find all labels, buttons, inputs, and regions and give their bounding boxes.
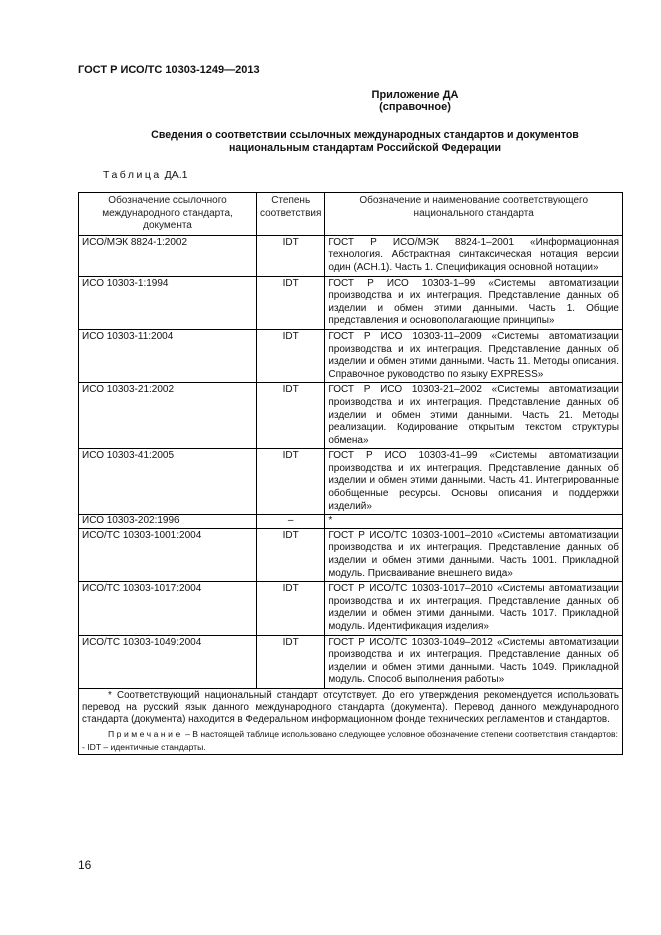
degree-cell: IDT [257,582,325,635]
ref-cell: ИСО 10303-41:2005 [79,449,257,515]
appendix-title: Приложение ДА [371,89,459,101]
correspondence-table [78,192,623,755]
table-row [79,515,623,529]
table-row [79,383,623,449]
national-cell: ГОСТ Р ИСО 10303-11–2009 «Системы автоматизации производства и их интеграция. Представление данных об изделии и обмен этими данными. Часть 11. Методы описания. Справочное руководство по языку EXPRESS» [325,329,623,382]
header-ref: Обозначение ссылочного международного стандарта, документа [79,193,257,236]
ref-cell: ИСО 10303-1:1994 [79,276,257,329]
degree-cell: IDT [257,528,325,581]
table-footer-row [79,688,623,754]
table-footer [79,688,623,754]
table-header-row [79,193,623,236]
footnote-text: * Соответствующий национальный стандарт отсутствует. До его утверждения рекомендуется использовать перевод на русский язык данного международного стандарта (документа). Перевод данного международного стандарта (документа) находится в Федеральном информационном фонде технических регламентов и стандартов. [82,689,619,726]
table-row [79,635,623,688]
table-row [79,582,623,635]
degree-cell: IDT [257,329,325,382]
header-national: Обозначение и наименование соответствующего национального стандарта [325,193,623,236]
national-cell: ГОСТ Р ИСО/ТС 10303-1049–2012 «Системы автоматизации производства и их интеграция. Представление данных об изделии и обмен этими данными. Часть 1049. Прикладной модуль. Способ выполнения работы» [325,635,623,688]
national-cell: ГОСТ Р ИСО/ТС 10303-1001–2010 «Системы автоматизации производства и их интеграция. Представление данных об изделии и обмен этими данными. Часть 1001. Прикладной модуль. Присваивание внешнего вида» [325,528,623,581]
degree-cell: IDT [257,449,325,515]
national-cell: ГОСТ Р ИСО/МЭК 8824-1–2001 «Информационная технология. Абстрактная синтаксическая нотация версии один (АСН.1). Часть 1. Спецификация основной нотации» [325,235,623,276]
national-cell: ГОСТ Р ИСО 10303-41–99 «Системы автоматизации производства и их интеграция. Представление данных об изделии и обмен этими данными. Часть 41. Интегрированные обобщенные ресурсы. Основы описания и поддержки изделий» [325,449,623,515]
document-header: ГОСТ Р ИСО/ТС 10303-1249—2013 [78,64,260,76]
national-cell: ГОСТ Р ИСО 10303-21–2002 «Системы автоматизации производства и их интеграция. Представление данных об изделии и обмен этими данными. Часть 21. Методы реализации. Кодирование открытым текстом структуры обмена» [325,383,623,449]
table-label-word: Таблица [103,169,162,181]
table-row [79,235,623,276]
ref-cell: ИСО/ТС 10303-1017:2004 [79,582,257,635]
page-number: 16 [78,858,92,872]
note-word: Примечание [108,728,183,739]
ref-cell: ИСО 10303-11:2004 [79,329,257,382]
degree-cell: IDT [257,635,325,688]
national-cell: ГОСТ Р ИСО/ТС 10303-1017–2010 «Системы автоматизации производства и их интеграция. Представление данных об изделии и обмен этими данными. Часть 1017. Прикладной модуль. Идентификация изделия» [325,582,623,635]
ref-cell: ИСО 10303-202:1996 [79,515,257,529]
national-cell: * [325,515,623,529]
ref-cell: ИСО/ТС 10303-1049:2004 [79,635,257,688]
header-degree: Степень соответствия [257,193,325,236]
appendix-subtitle: (справочное) [379,101,451,113]
national-cell: ГОСТ Р ИСО 10303-1–99 «Системы автоматизации производства и их интеграция. Представление данных об изделии и обмен этими данными. Часть 1. Общие представления и основополагающие принципы» [325,276,623,329]
table-label [103,169,187,181]
table-row [79,276,623,329]
table-row [79,329,623,382]
degree-cell: – [257,515,325,529]
degree-cell: IDT [257,235,325,276]
table-label-number: ДА.1 [164,169,188,181]
note-line [82,729,619,740]
note-item: - IDT – идентичные стандарты. [82,741,206,752]
ref-cell: ИСО/МЭК 8824-1:2002 [79,235,257,276]
degree-cell: IDT [257,276,325,329]
table-row [79,528,623,581]
degree-cell: IDT [257,383,325,449]
note-text: – В настоящей таблице использовано следующее условное обозначение степени соответствия стандартов: [185,728,618,739]
table-row [79,449,623,515]
ref-cell: ИСО 10303-21:2002 [79,383,257,449]
section-title: Сведения о соответствии ссылочных международных стандартов и документов национальным стандартам Российской Федерации [151,129,579,154]
ref-cell: ИСО/ТС 10303-1001:2004 [79,528,257,581]
